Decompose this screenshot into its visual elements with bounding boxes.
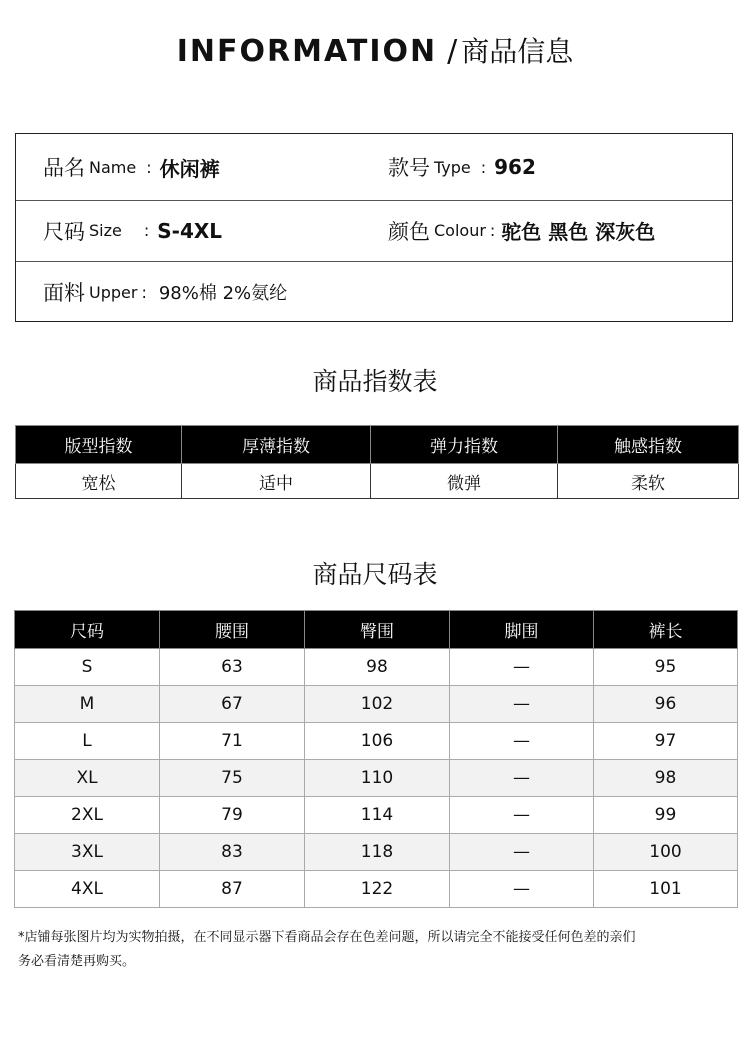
upper-label-en: Upper bbox=[89, 282, 138, 302]
hem-cell: — bbox=[450, 723, 594, 760]
name-value: 休闲裤 bbox=[159, 156, 220, 181]
hem-cell: — bbox=[450, 686, 594, 723]
waist-cell: 75 bbox=[160, 760, 305, 797]
waist-cell: 63 bbox=[160, 649, 305, 686]
length-cell: 99 bbox=[594, 797, 738, 834]
hip-cell: 98 bbox=[305, 649, 450, 686]
product-info-box bbox=[15, 133, 733, 322]
colour-value: 驼色 黑色 深灰色 bbox=[501, 220, 656, 244]
colour-label: 颜色 bbox=[388, 219, 430, 244]
index-header-cell: 厚薄指数 bbox=[182, 426, 371, 464]
disclaimer-line-2: 务必看清楚再购买。 bbox=[18, 954, 136, 969]
upper-value: 98%棉 2%氨纶 bbox=[158, 283, 288, 304]
index-value-cell: 微弹 bbox=[371, 464, 558, 499]
hip-cell: 122 bbox=[305, 871, 450, 908]
page-title bbox=[0, 30, 750, 74]
colour-field bbox=[388, 200, 655, 261]
length-cell: 100 bbox=[594, 834, 738, 871]
info-row-size-colour bbox=[16, 200, 732, 262]
index-header-row bbox=[16, 426, 739, 464]
index-value-cell: 宽松 bbox=[16, 464, 182, 499]
size-colon: : bbox=[143, 221, 150, 240]
size-header-cell: 尺码 bbox=[15, 611, 160, 649]
name-colon: : bbox=[146, 157, 152, 177]
index-value-row bbox=[16, 464, 739, 499]
colour-label-en: Colour bbox=[434, 221, 486, 240]
size-cell: S bbox=[15, 649, 160, 686]
size-section-title: 商品尺码表 bbox=[312, 560, 438, 589]
size-header-cell: 裤长 bbox=[594, 611, 738, 649]
table-row bbox=[15, 834, 738, 871]
size-cell: M bbox=[15, 686, 160, 723]
hip-cell: 106 bbox=[305, 723, 450, 760]
table-row bbox=[15, 649, 738, 686]
info-row-name-type bbox=[16, 134, 732, 201]
size-header-cell: 臀围 bbox=[305, 611, 450, 649]
length-cell: 97 bbox=[594, 723, 738, 760]
disclaimer-line-1: *店铺每张图片均为实物拍摄，在不同显示器下看商品会存在色差问题，所以请完全不能接受任何色差的亲们 bbox=[18, 930, 636, 945]
size-cell: L bbox=[15, 723, 160, 760]
title-separator: / bbox=[447, 34, 458, 69]
index-value-cell: 柔软 bbox=[558, 464, 739, 499]
index-table bbox=[15, 425, 739, 499]
size-cell: 2XL bbox=[15, 797, 160, 834]
waist-cell: 67 bbox=[160, 686, 305, 723]
disclaimer-note bbox=[18, 926, 728, 974]
table-row bbox=[15, 871, 738, 908]
type-colon: : bbox=[480, 157, 487, 177]
size-table bbox=[14, 610, 738, 908]
type-label: 款号 bbox=[388, 156, 430, 180]
waist-cell: 87 bbox=[160, 871, 305, 908]
length-cell: 98 bbox=[594, 760, 738, 797]
table-row bbox=[15, 760, 738, 797]
size-field bbox=[43, 200, 222, 261]
hip-cell: 110 bbox=[305, 760, 450, 797]
index-header-cell: 弹力指数 bbox=[371, 426, 558, 464]
info-row-upper bbox=[16, 261, 732, 323]
hem-cell: — bbox=[450, 834, 594, 871]
title-chinese: 商品信息 bbox=[461, 35, 574, 68]
size-label-en: Size bbox=[89, 221, 122, 240]
size-value: S-4XL bbox=[157, 218, 223, 243]
hem-cell: — bbox=[450, 649, 594, 686]
hip-cell: 102 bbox=[305, 686, 450, 723]
hip-cell: 114 bbox=[305, 797, 450, 834]
size-label: 尺码 bbox=[43, 219, 85, 244]
size-header-cell: 腰围 bbox=[160, 611, 305, 649]
size-header-row bbox=[15, 611, 738, 649]
colour-colon: : bbox=[489, 221, 496, 240]
waist-cell: 79 bbox=[160, 797, 305, 834]
type-value: 962 bbox=[494, 155, 536, 179]
type-label-en: Type bbox=[434, 157, 471, 177]
waist-cell: 83 bbox=[160, 834, 305, 871]
hem-cell: — bbox=[450, 871, 594, 908]
upper-label: 面料 bbox=[43, 281, 85, 305]
waist-cell: 71 bbox=[160, 723, 305, 760]
title-english: INFORMATION bbox=[176, 34, 438, 69]
size-header-cell: 脚围 bbox=[450, 611, 594, 649]
length-cell: 96 bbox=[594, 686, 738, 723]
hem-cell: — bbox=[450, 797, 594, 834]
table-row bbox=[15, 723, 738, 760]
index-header-cell: 触感指数 bbox=[558, 426, 739, 464]
index-value-cell: 适中 bbox=[182, 464, 371, 499]
hem-cell: — bbox=[450, 760, 594, 797]
index-section-title: 商品指数表 bbox=[312, 367, 438, 396]
name-label-en: Name bbox=[89, 157, 137, 177]
size-cell: 3XL bbox=[15, 834, 160, 871]
size-cell: XL bbox=[15, 760, 160, 797]
upper-field bbox=[43, 261, 287, 323]
size-cell: 4XL bbox=[15, 871, 160, 908]
length-cell: 95 bbox=[594, 649, 738, 686]
name-field bbox=[43, 134, 220, 200]
hip-cell: 118 bbox=[305, 834, 450, 871]
type-field bbox=[388, 134, 536, 200]
name-label: 品名 bbox=[43, 156, 85, 180]
table-row bbox=[15, 797, 738, 834]
table-row bbox=[15, 686, 738, 723]
upper-colon: : bbox=[141, 282, 147, 302]
index-header-cell: 版型指数 bbox=[16, 426, 182, 464]
length-cell: 101 bbox=[594, 871, 738, 908]
